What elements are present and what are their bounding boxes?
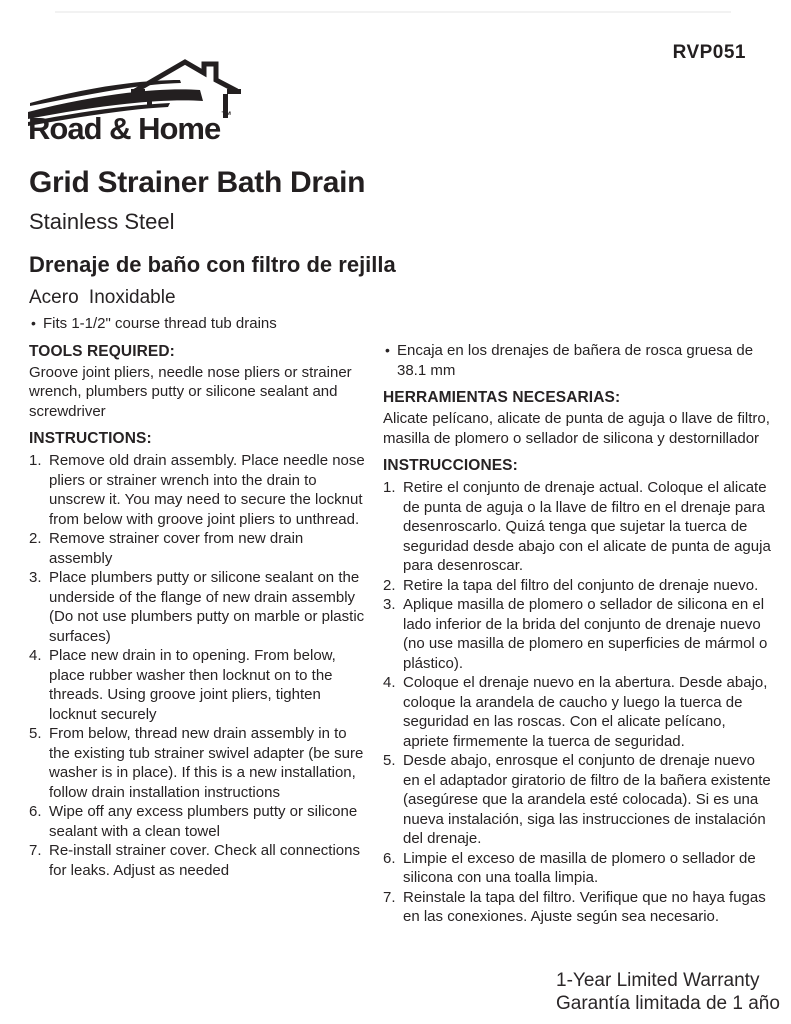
step-text: Reinstale la tapa del filtro. Verifique que no haya fugas en las conexiones. Ajuste según sea necesario. [403,888,766,926]
step-number: 3. [29,569,42,587]
step-text: Coloque el drenaje nuevo en la abertura. Desde abajo, coloque la arandela de caucho y luego la tuerca de seguridad en las roscas. Con el alicate pelícano, apriete firmemente la tuerca de seguridad. [403,674,768,750]
top-divider [55,11,731,13]
instructions-heading-en: INSTRUCTIONS: [29,430,152,448]
tools-text-es: Alicate pelícano, alicate de punta de aguja o llave de filtro, masilla de plomero o sellador de silicona y destornillador [383,410,770,447]
feature-text-en: Fits 1-1/2" course thread tub drains [43,315,277,332]
english-column [29,314,365,927]
feature-bullet-en [29,314,365,334]
warranty-en: 1-Year Limited Warranty [556,970,760,991]
step-text: Aplique masilla de plomero o sellador de silicona en el lado inferior de la brida del conjunto de drenaje nuevo (no use masilla de plomero en superficies de mármol o plástico). [403,596,768,672]
step-number: 5. [29,725,42,743]
product-title-en: Grid Strainer Bath Drain [29,166,366,199]
step-item [383,673,771,751]
step-text: Remove strainer cover from new drain assembly [49,530,304,567]
step-text: Retire la tapa del filtro del conjunto de drenaje nuevo. [403,576,759,594]
step-item [29,646,365,724]
step-item [383,478,771,576]
step-number: 7. [383,888,396,906]
spanish-column [383,314,771,927]
warranty-es: Garantía limitada de 1 año [556,993,780,1015]
steps-list-es [383,478,771,927]
step-text: Place new drain in to opening. From below, place rubber washer then locknut on to the threads. Using groove joint pliers, tighten locknut securely [49,647,336,723]
step-item [383,576,771,596]
step-item [29,451,365,529]
brand-logo [28,53,246,145]
product-title-es: Drenaje de baño con filtro de rejilla [29,252,396,277]
feature-bullet-es [383,341,771,380]
step-item [29,841,365,880]
step-number: 5. [383,752,396,770]
step-text: Limpie el exceso de masilla de plomero o sellador de silicona con una toalla limpia. [403,849,756,887]
step-number: 2. [383,576,396,594]
bullet-icon: • [385,342,390,358]
step-number: 4. [383,674,396,692]
road-home-logo-graphic [28,53,246,145]
step-text: Remove old drain assembly. Place needle nose pliers or strainer wrench into the drain to unscrew it. You may need to secure the locknut from below with groove joint pliers to unthread. [49,452,365,528]
trademark-symbol: ™ [221,110,232,122]
step-text: Desde abajo, enrosque el conjunto de drenaje nuevo en el adaptador giratorio de filtro de la bañera existente (asegúrese que la arandela esté colocada). Si es una nueva instalación, siga las instrucciones de instalación del drenaje. [403,752,771,848]
step-number: 3. [383,596,396,614]
step-number: 7. [29,842,42,860]
brand-name: Road & Home [28,111,221,145]
product-subtitle-en: Stainless Steel [29,209,175,234]
step-item [29,529,365,568]
step-item [383,595,771,673]
step-number: 6. [383,849,396,867]
step-number: 2. [29,530,42,548]
step-number: 4. [29,647,42,665]
step-number: 1. [383,479,396,497]
step-text: From below, thread new drain assembly in to the existing tub strainer swivel adapter (be sure washer is in place). If this is a new installation, follow drain installation instructions [49,725,364,801]
step-number: 1. [29,452,42,470]
bullet-icon: • [31,315,36,331]
step-text: Wipe off any excess plumbers putty or silicone sealant with a clean towel [49,803,358,840]
instructions-heading-es: INSTRUCCIONES: [383,457,518,475]
step-item [383,751,771,849]
step-item [29,802,365,841]
tools-heading-en: TOOLS REQUIRED: [29,342,175,360]
steps-list-en [29,451,365,880]
tools-heading-es: HERRAMIENTAS NECESARIAS: [383,389,621,406]
step-item [383,888,771,927]
tools-text-en: Groove joint pliers, needle nose pliers or strainer wrench, plumbers putty or silicone sealant and screwdriver [29,363,352,420]
step-item [29,568,365,646]
feature-text-es: Encaja en los drenajes de bañera de rosca gruesa de 38.1 mm [397,342,754,379]
instruction-columns [29,314,771,927]
product-subtitle-es: Acero Inoxidable [29,287,176,308]
step-item [29,724,365,802]
product-code: RVP051 [672,42,746,63]
step-text: Re-install strainer cover. Check all connections for leaks. Adjust as needed [49,842,360,879]
step-item [383,849,771,888]
warranty [556,969,780,1016]
step-text: Retire el conjunto de drenaje actual. Coloque el alicate de punta de aguja o la llave de filtro en el drenaje para desenroscarlo. Quizá tenga que sujetar la tuerca de seguridad desde abajo con el alicate de punta de aguja para desenroscar. [403,479,771,575]
title-block [29,166,396,309]
step-text: Place plumbers putty or silicone sealant on the underside of the flange of new drain assembly (Do not use plumbers putty on marble or plastic surfaces) [49,569,365,645]
step-number: 6. [29,803,42,821]
